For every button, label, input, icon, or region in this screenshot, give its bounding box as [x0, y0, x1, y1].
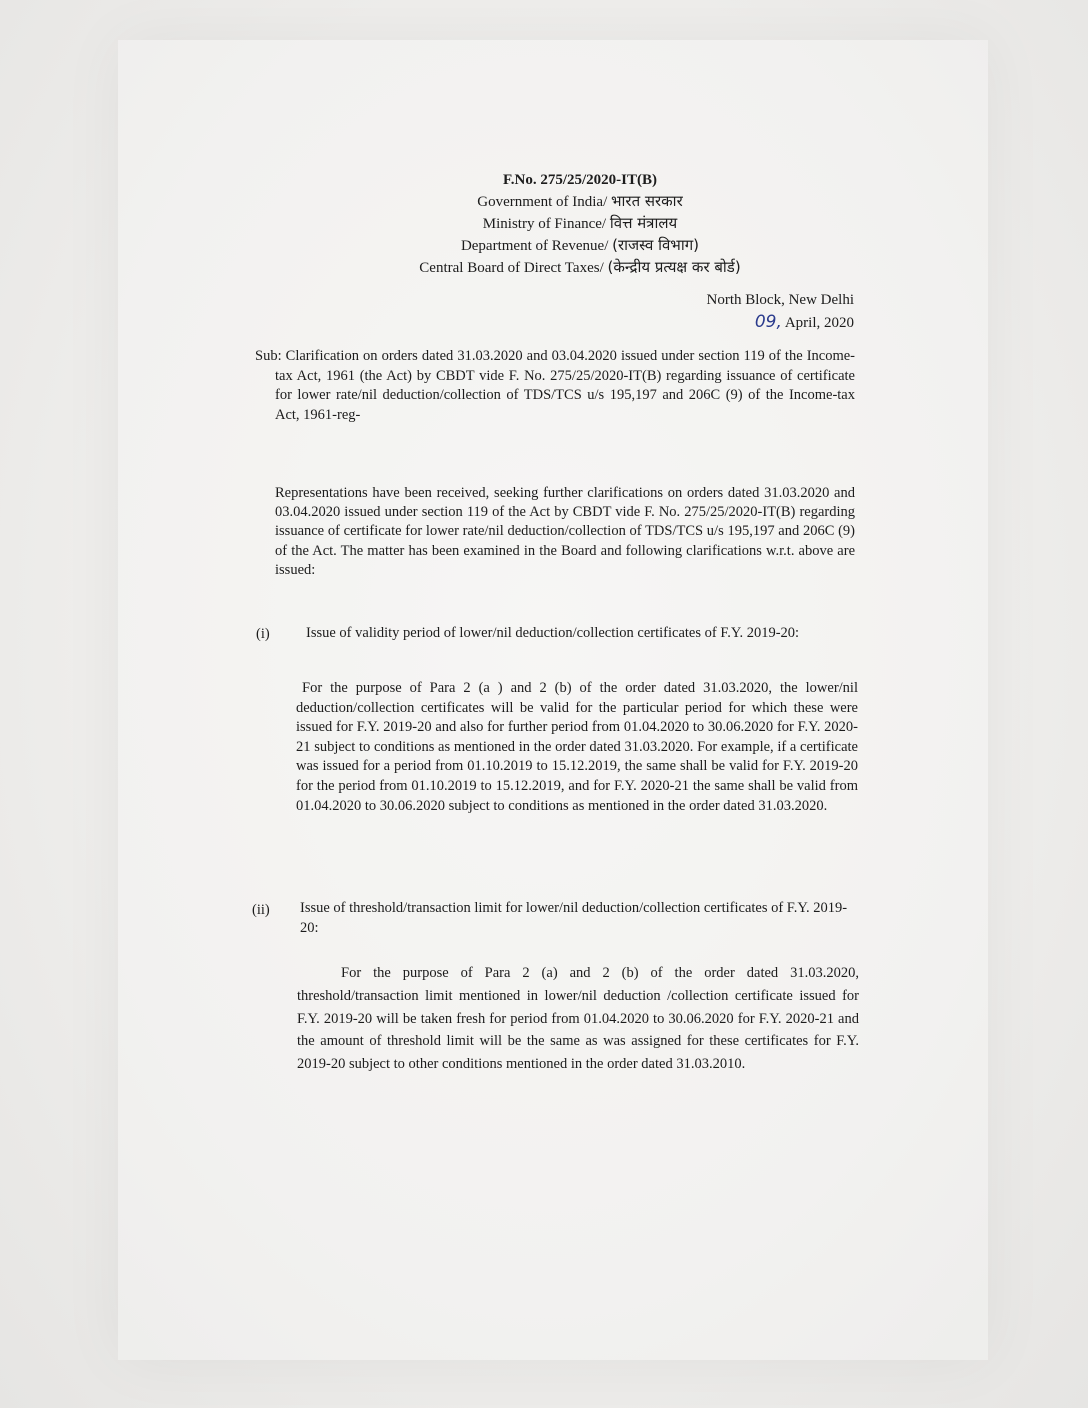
subject-line: [255, 347, 855, 425]
ministry-line: [300, 213, 860, 235]
item-title: Issue of threshold/transaction limit for lower/nil deduction/collection certificates of F.Y. 2019-20:: [300, 900, 848, 936]
government-english: Government of India/: [477, 194, 608, 210]
handwritten-day: 09,: [754, 312, 782, 332]
subject-block: [255, 347, 855, 425]
place-date-block: [640, 289, 854, 334]
board-english: Central Board of Direct Taxes/: [419, 260, 604, 276]
intro-paragraph: Representations have been received, seeking further clarifications on orders dated 31.03.2020 and 03.04.2020 issued under section 119 of the Act by CBDT vide F. No. 275/25/2020-IT(B) regarding issuance of certificate for lower rate/nil deduction/collection of TDS/TCS u/s 195,197 and 206C (9) of the Act. The matter has been examined in the Board and following clarifications w.r.t. above are issued:: [275, 485, 855, 578]
government-hindi: भारत सरकार: [611, 192, 683, 210]
board-line: [300, 257, 860, 279]
date-line: [640, 311, 854, 334]
item-title: Issue of validity period of lower/nil deduction/collection certificates of F.Y. 2019-20:: [306, 625, 800, 641]
place: North Block, New Delhi: [706, 292, 854, 308]
month-year: April, 2020: [784, 315, 854, 331]
department-hindi: (राजस्व विभाग): [612, 236, 700, 254]
subject-text: Clarification on orders dated 31.03.2020 and 03.04.2020 issued under section 119 of the Income-tax Act, 1961 (the Act) by CBDT vide F. No. 275/25/2020-IT(B) regarding issuance of certificate for lower rate/nil deduction/collection of TDS/TCS u/s 195,197 and 206C (9) of the Income-tax Act, 1961-reg-: [275, 348, 856, 423]
ministry-english: Ministry of Finance/: [482, 216, 607, 232]
file-number: F.No. 275/25/2020-IT(B): [502, 172, 658, 188]
department-english: Department of Revenue/: [460, 238, 609, 254]
board-hindi: (केन्द्रीय प्रत्यक्ष कर बोर्ड): [607, 258, 741, 276]
item-number: (ii): [252, 902, 270, 918]
department-line: [300, 235, 860, 257]
item-number: (i): [256, 626, 270, 642]
subject-label: Sub:: [255, 348, 282, 364]
government-line: [300, 191, 860, 213]
item-body: For the purpose of Para 2 (a) and 2 (b) of the order dated 31.03.2020, threshold/transaction limit mentioned in lower/nil deduction /collection certificate issued for F.Y. 2019-20 will be taken fresh for period from 01.04.2020 to 30.06.2020 for F.Y. 2020-21 and the amount of threshold limit will be the same as was assigned for these certificates for F.Y. 2019-20 subject to other conditions mentioned in the order dated 31.03.2010.: [297, 965, 859, 1073]
letter-header: [300, 170, 860, 279]
item-body: For the purpose of Para 2 (a ) and 2 (b) of the order dated 31.03.2020, the lower/nil deduction/collection certificates will be valid for the particular period for which these were issued for F.Y. 2019-20 and also for further period from 01.04.2020 to 30.06.2020 for F.Y. 2020-21 subject to conditions as mentioned in the order dated 31.03.2020. For example, if a certificate was issued for a period from 01.10.2019 to 15.12.2019, the same shall be valid for F.Y. 2019-20 for the period from 01.10.2019 to 15.12.2019, and for F.Y. 2020-21 the same shall be valid from 01.04.2020 to 30.06.2020 subject to conditions as mentioned in the order dated 31.03.2020.: [296, 680, 858, 814]
ministry-hindi: वित्त मंत्रालय: [609, 214, 678, 232]
